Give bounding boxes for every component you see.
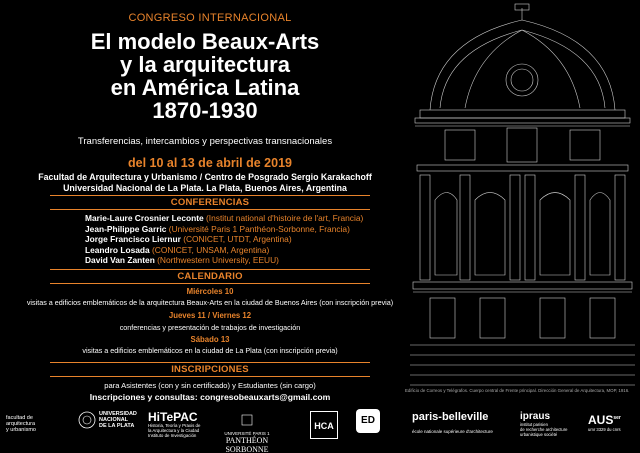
calendar-day: Sábado 13 xyxy=(190,335,230,344)
logo-text-line: NACIONAL xyxy=(99,417,129,423)
divider xyxy=(50,283,370,284)
divider xyxy=(50,362,370,363)
speaker-name: Jorge Francisco Liernur xyxy=(85,234,181,245)
divider xyxy=(50,195,370,196)
logo-text-line: institut parisien xyxy=(520,422,548,427)
logo-superscript: ser xyxy=(613,415,621,421)
logo-text-line: DE LA PLATA xyxy=(99,423,135,429)
speaker-item xyxy=(85,255,395,266)
logo-text-line: Instituto de Investigación xyxy=(148,433,197,438)
logo-title: paris-belleville xyxy=(412,411,489,423)
speaker-item xyxy=(85,245,395,256)
logo-text-line: arquitectura xyxy=(6,421,36,427)
speaker-institution: (Northwestern University, EEUU) xyxy=(157,255,279,266)
unlp-seal-icon xyxy=(78,411,96,429)
logo-title: HCA xyxy=(310,411,338,439)
registration-info: para Asistentes (con y sin certificado) y Estudiantes (sin cargo) xyxy=(104,381,316,390)
calendar-day: Miércoles 10 xyxy=(186,287,234,296)
sorbonne-emblem-icon xyxy=(241,414,253,426)
logo-text-line: de recherche architecture xyxy=(520,427,568,432)
logo-title: ipraus xyxy=(520,411,551,422)
calendar-activity: conferencias y presentación de trabajos de investigación xyxy=(119,323,301,332)
speaker-item xyxy=(85,234,395,245)
venue-line: Facultad de Arquitectura y Urbanismo / Centro de Posgrado Sergio Karakachoff xyxy=(38,172,372,182)
calendar-day: Jueves 11 / Viernes 12 xyxy=(168,311,252,320)
calendar-activity: visitas a edificios emblemáticos en la ciudad de La Plata (con inscripción previa) xyxy=(82,346,338,355)
calendar-activity: visitas a edificios emblemáticos de la arquitectura Beaux-Arts en la ciudad de Buenos Aires (con inscripción previa) xyxy=(26,298,394,307)
speaker-name: Jean-Philippe Garric xyxy=(85,223,167,234)
ipraus-logo xyxy=(520,411,580,437)
speaker-institution: (CONICET, UNSAM, Argentina) xyxy=(152,244,270,255)
logo-text-line: la Arquitectura y la Ciudad xyxy=(148,428,200,433)
poster-title xyxy=(40,30,370,122)
divider xyxy=(50,269,370,270)
divider xyxy=(50,209,370,210)
aus-logo xyxy=(588,413,636,432)
contact-email: Inscripciones y consultas: congresobeauxarts@gmail.com xyxy=(89,392,331,402)
calendario-heading: CALENDARIO xyxy=(177,271,243,282)
logo-text-line: UNIVERSIDAD xyxy=(99,411,137,417)
speaker-institution: (CONICET, UTDT, Argentina) xyxy=(183,234,292,245)
event-dates: del 10 al 13 de abril de 2019 xyxy=(128,156,292,170)
inscripciones-heading: INSCRIPCIONES xyxy=(171,364,249,375)
logo-text-line: umr 3329 du cnrs xyxy=(588,427,621,432)
fau-logo xyxy=(6,415,46,433)
unlp-logo xyxy=(78,411,140,429)
logo-title: HiTePAC xyxy=(148,410,198,424)
paris-belleville-logo xyxy=(412,411,504,434)
conferencias-heading: CONFERENCIAS xyxy=(170,197,250,208)
title-line: y la arquitectura xyxy=(120,52,290,77)
hca-logo xyxy=(310,411,350,439)
ed-logo xyxy=(356,409,382,433)
venue xyxy=(10,172,400,194)
speaker-item xyxy=(85,213,395,224)
speaker-item xyxy=(85,224,395,235)
logo-text-line: PANTHÉON SORBONNE xyxy=(225,436,269,453)
logo-text-line: facultad de xyxy=(6,415,33,421)
title-line: en América Latina xyxy=(110,75,300,100)
sorbonne-logo xyxy=(212,413,282,453)
speaker-name: Leandro Losada xyxy=(85,244,150,255)
speaker-name: Marie-Laure Crosnier Leconte xyxy=(85,213,204,223)
title-line: 1870-1930 xyxy=(152,98,258,123)
speaker-list xyxy=(85,213,395,266)
architectural-drawing xyxy=(405,0,640,395)
speaker-institution: (Institut national d'histoire de l'art, Francia) xyxy=(206,213,364,223)
logo-title: AUS xyxy=(588,413,614,427)
drawing-caption: Edificio de Correos y Telégrafos. Cuerpo central de Frente principal. Dirección General de Arquitectura, MOP, 1916. xyxy=(405,388,630,393)
subtitle: Transferencias, intercambios y perspectivas transnacionales xyxy=(77,136,333,147)
logo-text-line: Historia, Teoría y Praxis de xyxy=(148,423,201,428)
logo-strip xyxy=(0,405,640,453)
logo-title: ED xyxy=(356,409,380,433)
venue-line: Universidad Nacional de La Plata. La Plata, Buenos Aires, Argentina xyxy=(63,183,347,193)
logo-text-line: y urbanismo xyxy=(6,427,36,433)
congress-label: CONGRESO INTERNACIONAL xyxy=(128,12,292,24)
title-line: El modelo Beaux-Arts xyxy=(90,29,320,54)
speaker-name: David Van Zanten xyxy=(85,255,155,266)
logo-text-line: UNIVERSITÉ PARIS 1 xyxy=(224,431,270,436)
speaker-institution: (Université Paris 1 Panthéon-Sorbonne, Francia) xyxy=(168,223,350,234)
divider xyxy=(50,376,370,377)
logo-text-line: école nationale supérieure d'architecture xyxy=(412,429,493,434)
hitepac-logo xyxy=(148,411,210,438)
logo-text-line: urbanistique société xyxy=(520,432,558,437)
